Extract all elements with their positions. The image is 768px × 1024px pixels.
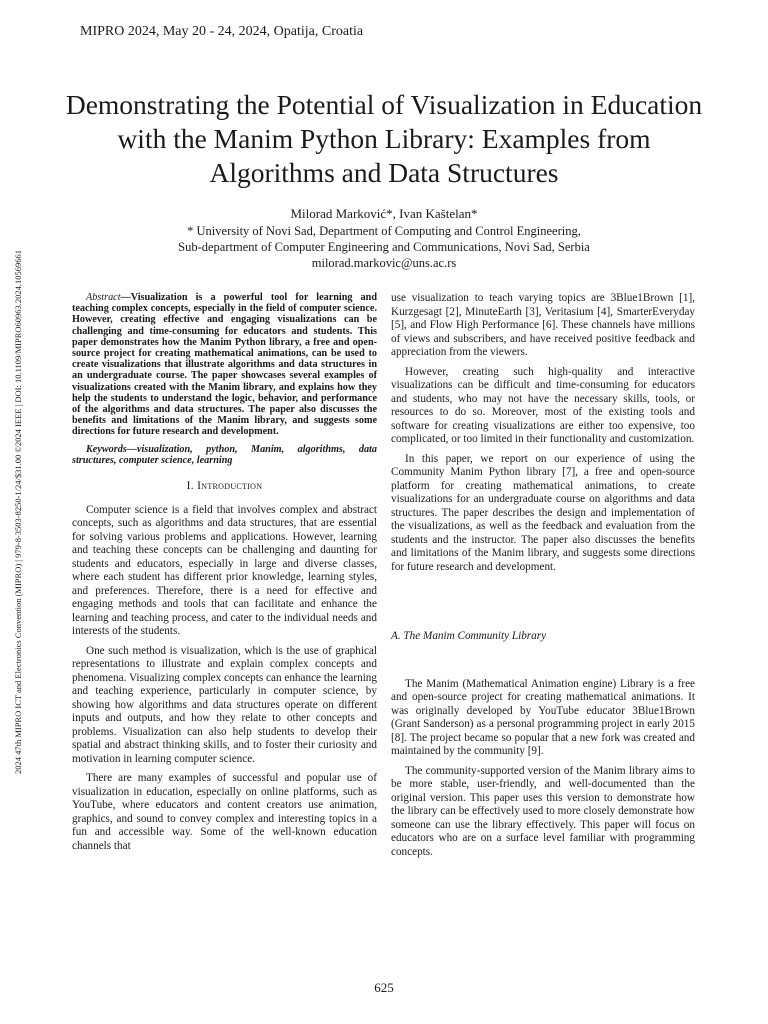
keywords-text: —visualization, python, Manim, algorithms, data structures, computer science, learning: [72, 443, 377, 466]
manim-paragraph-1: The Manim (Mathematical Animation engine) Library is a free and open-source project for creating mathematical animations. It was originally developed by YouTube educator 3Blue1Brown (Grant Sanderson) as a personal programming project in early 2015 [8]. The project became so popular that a new fork was created and maintained by the community [9].: [391, 677, 695, 757]
intro-paragraph-5: In this paper, we report on our experience of using the Community Manim Python library [7], a free and open-source platform for creating mathematical animations, to create visualizations for an undergraduate course on algorithms and data structures. The paper describes the design and implementation of the visualizations, as well as the feedback and evaluation from the students and the instructor. The paper also discusses the benefits and limitations of the Manim library, and suggests some directions for future research and development.: [391, 452, 695, 573]
left-column: [72, 292, 377, 859]
subsection-heading-manim: A. The Manim Community Library: [391, 630, 547, 642]
conference-header: MIPRO 2024, May 20 - 24, 2024, Opatija, Croatia: [80, 24, 364, 39]
author-block: [100, 206, 668, 271]
keywords: [72, 444, 377, 466]
keywords-label: Keywords: [86, 443, 127, 455]
abstract: [72, 292, 377, 438]
intro-paragraph-3-continued: use visualization to teach varying topics are 3Blue1Brown [1], Kurzgesagt [2], MinuteEarth [3], Veritasium [4], SmarterEveryday [5], and Flow High Performance [6]. These channels have millions of views and subscribers, and have received positive feedback and appreciation from the viewers.: [391, 292, 695, 358]
section-heading-introduction: I. Introduction: [186, 480, 263, 493]
paper-title: Demonstrating the Potential of Visualization in Education with the Manim Python Library: Examples from Algorithms and Data Structures: [65, 89, 703, 188]
author-names: Milorad Marković*, Ivan Kaštelan*: [290, 206, 478, 221]
page-number: 625: [374, 980, 394, 995]
intro-paragraph-1: Computer science is a field that involves complex and abstract concepts, such as algorithms and data structures, that are essential for solving various problems and applications. However, learning and teaching these concepts can be challenging and daunting for students and educators, especially in large and diverse classes, where each student has different prior knowledge, learning styles, and preferences. Therefore, there is a need for effective and engaging methods and tools that can facilitate and enhance the learning and teaching process, and cater to the individual needs and interests of the students.: [72, 503, 377, 638]
affiliation-line-1: * University of Novi Sad, Department of Computing and Control Engineering,: [187, 224, 581, 238]
doi-citation: 2024 47th MIPRO ICT and Electronics Convention (MIPRO) | 979-8-3503-8250-1/24/$31.00 ©2024 IEEE | DOI: 10.1109/MIPRO60963.2024.10569661: [13, 249, 23, 775]
abstract-label: Abstract: [86, 292, 121, 303]
doi-sidebar: [12, 212, 30, 812]
author-email: milorad.markovic@uns.ac.rs: [311, 256, 457, 270]
affiliation-line-2: Sub-department of Computer Engineering and Communications, Novi Sad, Serbia: [178, 240, 590, 254]
right-column: [391, 292, 695, 865]
abstract-text: —Visualization is a powerful tool for learning and teaching complex concepts, especially in the field of computer science. However, creating effective and engaging visualizations can be challenging and time-consuming for educators and students. This paper demonstrates how the Manim Python library, a free and open-source project for creating mathematical animations, can be used to create visualizations that illustrate algorithms and data structures in an undergraduate course. The paper showcases several examples of visualizations created with the Manim library, and explains how they help the students to understand the logic, behavior, and performance of the algorithms and data structures. The paper also discusses the benefits and limitations of the Manim library, and suggests some directions for future research and development.: [72, 292, 377, 438]
intro-paragraph-3: There are many examples of successful and popular use of visualization in education, especially on online platforms, such as YouTube, where educators and content creators use animation, graphics, and sound to convey complex and interesting topics in a fun and accessible way. Some of the well-known education channels that: [72, 772, 377, 852]
intro-paragraph-4: However, creating such high-quality and interactive visualizations can be difficult and time-consuming for educators and students, who may not have the necessary skills, tools, or resources to do so. Moreover, most of the existing tools and software for creating visualizations are either too expensive, too complicated, or too limited in their functionality and customization.: [391, 365, 695, 445]
manim-paragraph-2: The community-supported version of the Manim library aims to be more stable, user-friendly, and well-documented than the original version. This paper uses this version to demonstrate how the library can be effectively used to more closely demonstrate how someone can use the library effectively. This paper will focus on educators who are on a surface level familiar with programming concepts.: [391, 764, 695, 858]
intro-paragraph-2: One such method is visualization, which is the use of graphical representations to illustrate and explain complex concepts and phenomena. Visualizing complex concepts can enhance the learning and teaching experience, particularly in computer science, by showing how algorithms and data structures operate on different inputs and outputs, and how they relate to other concepts and problems. Visualization can also help students to develop their spatial and abstract thinking skills, and to foster their curiosity and motivation in learning computer science.: [72, 644, 377, 765]
